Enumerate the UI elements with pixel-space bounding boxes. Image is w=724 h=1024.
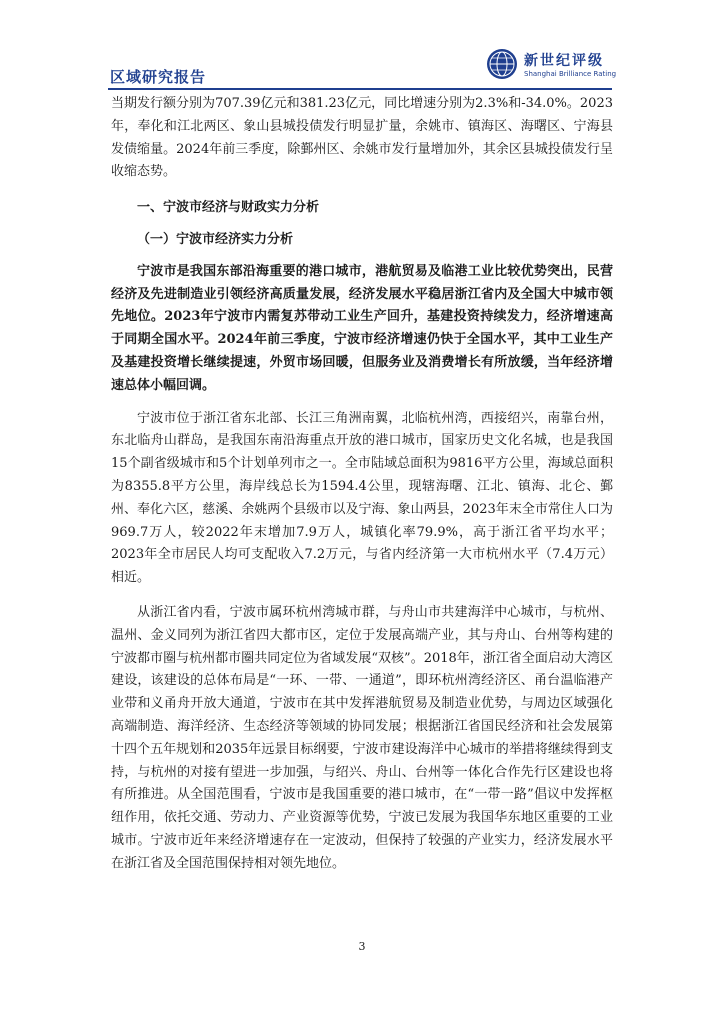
page-number: 3 [358,940,366,953]
company-logo [486,48,626,86]
regional-position-paragraph: 从浙江省内看，宁波市属环杭州湾城市群，与舟山市共建海洋中心城市，与杭州、温州、金义同列为浙江省四大都市区，定位于发展高端产业，其与舟山、台州等构建的宁波都市圈与杭州都市圈共同定位为省域发展“双核”。2018年，浙江省全面启动大湾区建设，该建设的总体布局是“一环、一带、一通道”，即环杭州湾经济区、甬台温临港产业带和义甬舟开放大通道，宁波市在其中发挥港航贸易及制造业优势，与周边区域强化高端制造、海洋经济、生态经济等领域的协同发展；根据浙江省国民经济和社会发展第十四个五年规划和2035年远景目标纲要，宁波市建设海洋中心城市的举措将继续得到支持，与杭州的对接有望进一步加强，与绍兴、舟山、台州等一体化合作先行区建设也将有所推进。从全国范围看，宁波市是我国重要的港口城市，在“一带一路”倡议中发挥枢纽作用，依托交通、劳动力、产业资源等优势，宁波已发展为我国华东地区重要的工业城市。宁波市近年来经济增速存在一定波动，但保持了较强的产业实力，经济发展水平在浙江省及全国范围保持相对领先地位。 [111,604,613,871]
section-heading: 一、宁波市经济与财政实力分析 [137,200,320,216]
subsection-heading: （一）宁波市经济实力分析 [137,231,294,247]
geography-paragraph: 宁波市位于浙江省东北部、长江三角洲南翼，北临杭州湾，西接绍兴，南靠台州，东北临舟山群岛，是我国东南沿海重点开放的港口城市，国家历史文化名城，也是我国15个副省级城市和5个计划单列市之一。全市陆域总面积为9816平方公里，海域总面积为8355.8平方公里，海岸线总长为1594.4公里，现辖海曙、江北、镇海、北仑、鄞州、奉化六区，慈溪、余姚两个县级市以及宁海、象山两县，2023年末全市常住人口为969.7万人，较2022年末增加7.9万人，城镇化率79.9%，高于浙江省平均水平；2023年全市居民人均可支配收入7.2万元，与省内经济第一大市杭州水平（7.4万元）相近。 [111,410,613,586]
report-category-title: 区域研究报告 [110,68,207,86]
header-divider [108,88,612,90]
globe-logo-icon [486,48,518,80]
logo-chinese-name: 新世纪评级 [524,53,604,69]
intro-paragraph: 当期发行额分别为707.39亿元和381.23亿元，同比增速分别为2.3%和-34.0%。2023年，奉化和江北两区、象山县城投债发行明显扩量，余姚市、镇海区、海曙区、宁海县发债缩量。2024年前三季度，除鄞州区、余姚市发行量增加外，其余区县城投债发行呈收缩态势。 [111,96,613,180]
report-body [111,93,613,876]
summary-paragraph: 宁波市是我国东部沿海重要的港口城市，港航贸易及临港工业比较优势突出，民营经济及先进制造业引领经济高质量发展，经济发展水平稳居浙江省内及全国大中城市领先地位。2023年宁波市内需复苏带动工业生产回升，基建投资持续发力，经济增速高于同期全国水平。2024年前三季度，宁波市经济增速仍快于全国水平，其中工业生产及基建投资增长继续提速，外贸市场回暖，但服务业及消费增长有所放缓，当年经济增速总体小幅回调。 [111,263,613,393]
logo-english-name: Shanghai Brilliance Rating [524,70,617,78]
